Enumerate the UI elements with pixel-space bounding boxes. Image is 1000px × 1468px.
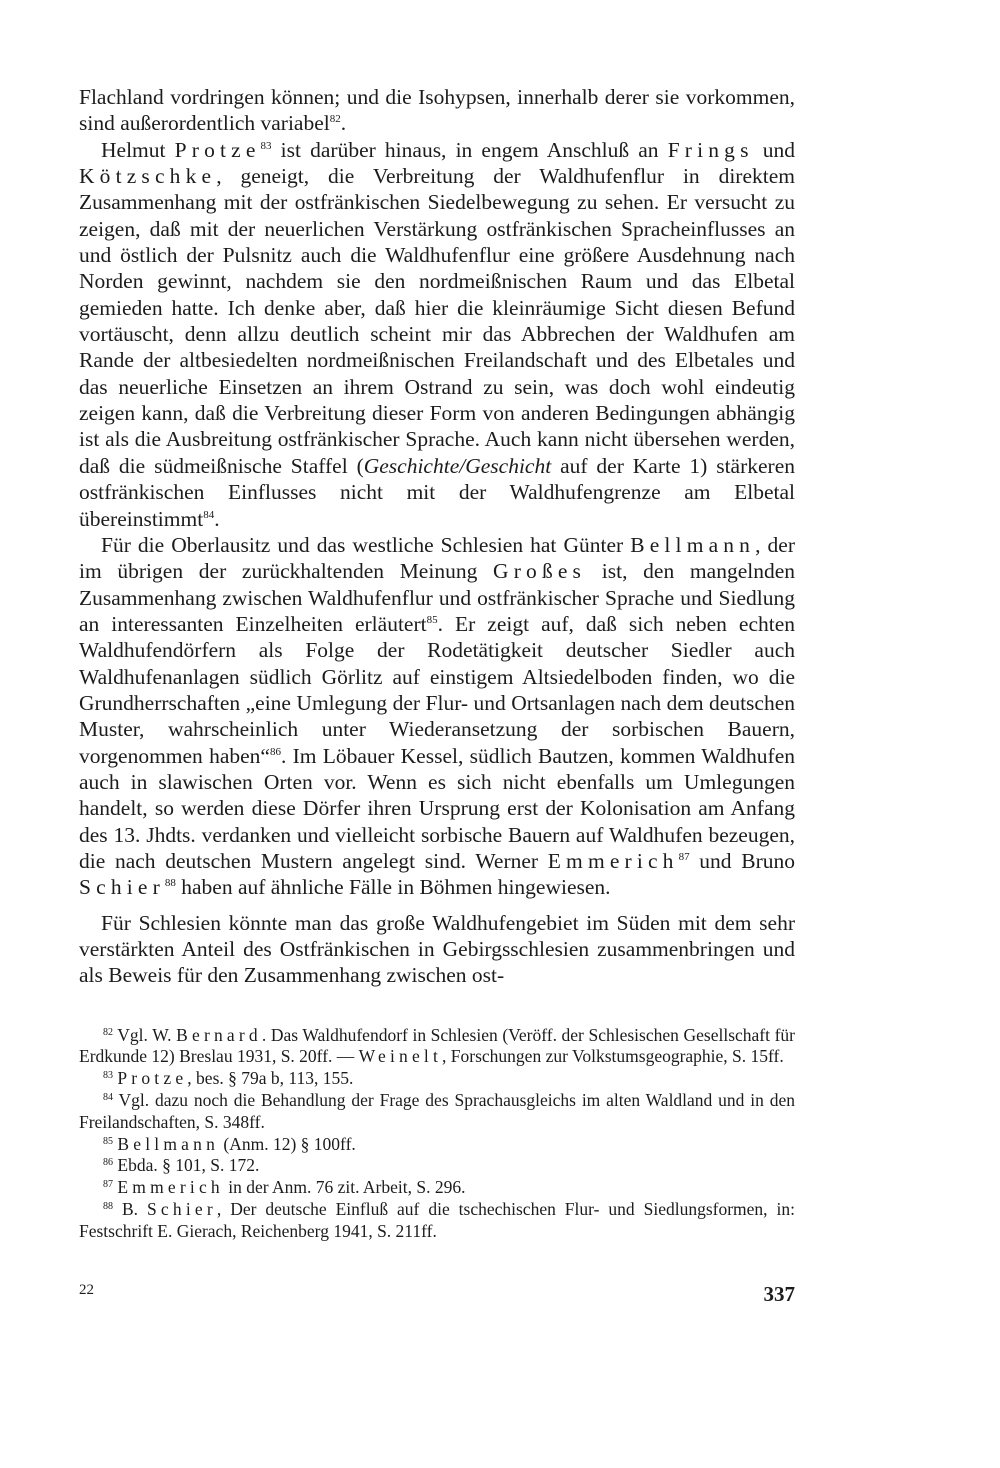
- text-run: .: [340, 111, 347, 136]
- author-name: Emmerich: [547, 848, 679, 873]
- text-run: und: [753, 137, 795, 162]
- footnote-84: [79, 1090, 795, 1134]
- text-run: , geneigt, die Verbreitung der Waldhufenflur in direktem Zusammenhang mit der ostfränkischen Siedelbewegung zu sehen. Er versucht zu zeigen, daß mit der neuerlichen Verstärkung ostfränkischen Spracheinflusses an und östlich der Pulsnitz auch die Waldhufenflur eine größere Ausdehnung nach Norden gewinnt, nachdem sie den nordmeißnischen Raum und das Elbetal gemieden hatte. Ich denke aber, daß hier die kleinräumige Sicht diesen Befund vortäuscht, denn allzu deutlich scheint mir das Abbrechen der Waldhufen am Rande der altbesiedelten nordmeißnischen Freilandschaft und des Elbetales und das neuerliche Einsetzen an ihrem Ostrand zu sein, was doch wohl eindeutig zeigen kann, daß die Verbreitung dieser Form von anderen Bedingungen abhängig ist als die Ausbreitung ostfränkischer Sprache. Auch kann nicht übersehen werden, daß die südmeißnische Staffel (: [79, 164, 795, 478]
- footnote-number: 88: [103, 1201, 113, 1213]
- author-name: Bernard: [176, 1024, 262, 1045]
- author-name: Großes: [493, 559, 587, 584]
- author-name: Protze: [174, 137, 261, 162]
- text-run: ist darüber hinaus, in engem Anschluß an: [271, 137, 668, 162]
- page-number: 337: [763, 1282, 795, 1306]
- signature-mark: 22: [79, 1282, 94, 1298]
- footnote-number: 83: [103, 1070, 113, 1082]
- text-run: Für Schlesien könnte man das große Waldhufengebiet im Süden mit dem sehr verstärkten Anteil des Ostfränkischen in Gebirgsschlesien zusammenbringen und als Beweis für den Zusammenhang zwischen ost-: [79, 910, 795, 988]
- text-run: . Er zeigt auf, daß sich neben echten Waldhufendörfern als Folge der Rodetätigkeit deutscher Siedler auch Waldhufenanlagen südlich Görlitz auf einstigem Altsiedelboden finden, wo die Grundherrschaften „eine Umlegung der Flur- und Ortsanlagen nach dem deutschen Muster, wahrscheinlich unter Wiederansetzung der sorbischen Bauern, vorgenommen haben“: [79, 611, 796, 768]
- text-run: vorkommen, sind außerordentlich variabel: [79, 85, 795, 136]
- author-name: Kötzschke: [79, 164, 217, 189]
- text-run: , Der deutsche Einfluß auf die tschechischen Flur- und Siedlungsformen, in: Festschrift E. Gierach, Reichenberg 1941, S. 211ff.: [79, 1199, 795, 1241]
- footnote-83: [79, 1068, 795, 1090]
- page-footer: [79, 1282, 795, 1306]
- footnote-number: 82: [103, 1026, 113, 1038]
- paragraph-1: [79, 84, 795, 137]
- text-run: Vgl. W.: [113, 1024, 177, 1045]
- text-run: und Bruno: [689, 848, 796, 873]
- footnotes: [79, 1025, 795, 1243]
- footnote-88: [79, 1199, 795, 1243]
- footnote-number: 85: [103, 1135, 113, 1147]
- italic-term: Geschichte/Geschicht: [363, 453, 552, 478]
- text-run: Flachland vordringen können; und die Isohypsen, innerhalb derer sie: [79, 85, 680, 109]
- page-content: [79, 84, 795, 1243]
- footnote-ref: 86: [269, 745, 281, 758]
- footnote-ref: 82: [329, 113, 341, 126]
- footnote-87: [79, 1177, 795, 1199]
- footnote-82: [79, 1025, 795, 1069]
- text-run: (Anm. 12) § 100ff.: [219, 1133, 356, 1154]
- footnote-85: [79, 1134, 795, 1156]
- footnote-ref: 84: [203, 508, 215, 521]
- footnote-ref: 85: [426, 613, 438, 626]
- text-run: Vgl. dazu noch die Behandlung der Frage des Sprachausgleichs im alten Waldland und in den Freilandschaften, S. 348ff.: [79, 1090, 795, 1132]
- author-name: Bellmann: [630, 532, 756, 557]
- author-name: Emmerich: [117, 1177, 224, 1198]
- text-run: Ebda. § 101, S. 172.: [113, 1155, 260, 1176]
- footnote-ref: 88: [164, 877, 176, 890]
- footnote-number: 87: [103, 1179, 113, 1191]
- author-name: Schier: [79, 875, 165, 900]
- footnote-number: 86: [103, 1157, 113, 1169]
- author-name: Bellmann: [117, 1133, 220, 1154]
- author-name: Schier: [146, 1199, 217, 1220]
- text-run: Helmut: [101, 137, 175, 162]
- author-name: Frings: [667, 137, 754, 162]
- text-run: , bes. § 79a b, 113, 155.: [187, 1068, 354, 1089]
- main-text: [79, 84, 795, 989]
- author-name: Weinelt: [358, 1046, 443, 1067]
- footnote-ref: 87: [678, 850, 690, 863]
- paragraph-3: [79, 532, 795, 901]
- text-run: , der im übrigen der zurückhaltenden Meinung: [79, 532, 795, 584]
- text-run: in der Anm. 76 zit. Arbeit, S. 296.: [223, 1177, 466, 1198]
- paragraph-4: [79, 910, 795, 989]
- text-run: .: [214, 506, 220, 531]
- text-run: B.: [113, 1199, 147, 1220]
- footnote-ref: 83: [260, 139, 272, 152]
- text-run: auf der Karte 1) stärkeren ostfränkischen Einflusses nicht mit der Waldhufengrenze am Elbetal übereinstimmt: [79, 453, 795, 531]
- text-run: . Das Waldhufendorf in Schlesien (Veröff. der Schlesischen Gesellschaft für Erdkunde 12) Breslau 1931, S. 20ff. —: [79, 1024, 795, 1067]
- footnote-86: [79, 1155, 795, 1177]
- text-run: , Forschungen zur Volkstumsgeographie, S. 15ff.: [442, 1046, 784, 1067]
- author-name: Protze: [117, 1068, 188, 1089]
- text-run: Für die Oberlausitz und das westliche Schlesien hat Günter: [101, 532, 631, 557]
- text-run: ist, den mangelnden Zusammenhang zwischen Waldhufenflur und ostfränkischer Sprache und Siedlung an interessanten Einzelheiten erläutert: [79, 559, 795, 636]
- footnote-number: 84: [103, 1092, 113, 1104]
- text-run: haben auf ähnliche Fälle in Böhmen hingewiesen.: [175, 875, 611, 900]
- paragraph-2: [79, 137, 795, 532]
- text-run: . Im Löbauer Kessel, südlich Bautzen, kommen Waldhufen auch in slawischen Orten vor. Wenn es sich nicht ebenfalls um Umlegungen handelt, so werden diese Dörfer ihren Ursprung erst der Kolonisation am Anfang des 13. Jhdts. verdanken und vielleicht sorbische Bauern auf Waldhufen bezeugen, die nach deutschen Mustern angelegt sind. Werner: [79, 743, 795, 873]
